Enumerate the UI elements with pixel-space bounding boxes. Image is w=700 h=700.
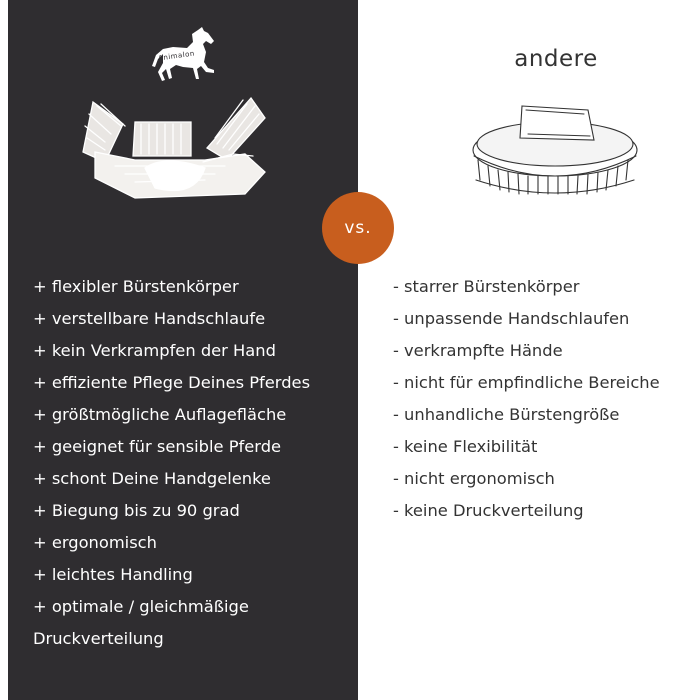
rigid-brush-illustration <box>466 98 644 196</box>
feature-item: + kein Verkrampfen der Hand <box>33 341 276 360</box>
drawback-item: - unpassende Handschlaufen <box>393 309 630 328</box>
drawback-item: - nicht für empfindliche Bereiche <box>393 373 660 392</box>
other-brush-title: andere <box>514 46 598 72</box>
feature-item: + ergonomisch <box>33 533 157 552</box>
drawback-item: - nicht ergonomisch <box>393 469 555 488</box>
feature-item: + leichtes Handling <box>33 565 193 584</box>
feature-item: + geeignet für sensible Pferde <box>33 437 282 456</box>
feature-item: + schont Deine Handgelenke <box>33 469 271 488</box>
drawback-item: - starrer Bürstenkörper <box>393 277 580 296</box>
feature-item: + Biegung bis zu 90 grad <box>33 501 240 520</box>
feature-item: + flexibler Bürstenkörper <box>33 277 239 296</box>
animalon-logo <box>144 26 220 92</box>
feature-item: + effiziente Pflege Deines Pferdes <box>33 373 311 392</box>
drawback-item: - keine Druckverteilung <box>393 501 584 520</box>
drawback-item: - keine Flexibilität <box>393 437 538 456</box>
feature-item: + größtmögliche Auflagefläche <box>33 405 287 424</box>
feature-item: + optimale / gleichmäßige Druckverteilung <box>33 597 249 648</box>
vs-badge: vs. <box>322 192 394 264</box>
flexible-brush-illustration <box>75 92 275 207</box>
feature-item: + verstellbare Handschlaufe <box>33 309 266 328</box>
drawback-item: - unhandliche Bürstengröße <box>393 405 620 424</box>
other-drawbacks-list <box>393 271 660 527</box>
drawback-item: - verkrampfte Hände <box>393 341 563 360</box>
logo-text: Animalon <box>157 49 196 63</box>
animalon-features-list <box>33 271 333 655</box>
